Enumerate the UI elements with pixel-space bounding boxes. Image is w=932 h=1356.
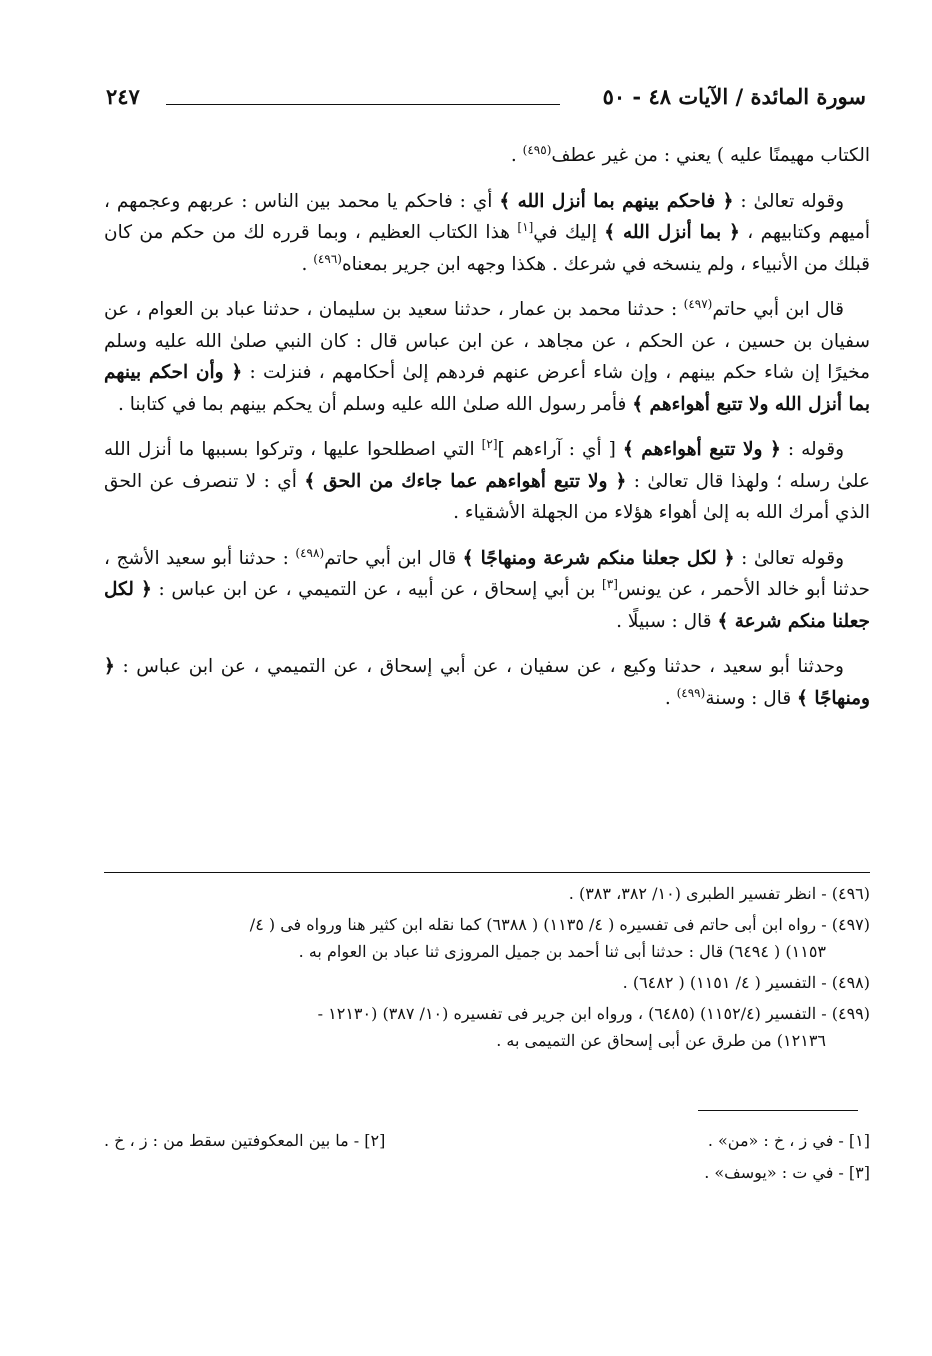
text-run: وقوله : bbox=[780, 439, 845, 460]
footnote-text: (٤٩٨) - التفسير ( ٤/ ١١٥١) ( ٦٤٨٢) . bbox=[622, 973, 870, 992]
quran-quote: ﴿ فاحكم بينهم بما أنزل الله ﴾ bbox=[499, 190, 734, 212]
footnote-continuation: ١١٥٣) ( ٦٤٩٤) قال : حدثنا أبى ثنا أحمد بن جميل المروزى ثنا عباد بن العوام به . bbox=[298, 942, 826, 961]
footnote-497 bbox=[104, 911, 870, 965]
page-header bbox=[106, 84, 866, 118]
paragraph bbox=[104, 434, 870, 529]
footnote-continuation: ١٢١٣٦) من طرق عن أبى إسحاق عن التميمى به . bbox=[496, 1031, 826, 1050]
text-run: : حدثنا أبو سعيد الأشج ، حدثنا أبو خالد الأحمر ، عن يونس bbox=[104, 547, 870, 600]
text-run: أي : لا تنصرف عن الحق الذي أمرك الله به إلىٰ أهواء هؤلاء من الجهلة الأشقياء . bbox=[104, 470, 870, 523]
paragraph bbox=[104, 140, 870, 172]
header-rule bbox=[166, 104, 560, 105]
footnote-499 bbox=[104, 1000, 870, 1054]
reference-marker: [٢] bbox=[481, 436, 498, 451]
reference-marker: [٣] bbox=[602, 576, 618, 591]
text-run: التي اصطلحوا عليها ، وتركوا بسببها ما أنزل الله علىٰ رسله ؛ ولهذا قال تعالىٰ : bbox=[104, 439, 870, 492]
text-run: [ أي : آراءهم ] bbox=[497, 439, 623, 460]
text-run: قال ابن أبي حاتم bbox=[324, 547, 463, 569]
quran-quote: ﴿ وأن احكم بينهم بما أنزل الله ولا تتبع أهواءهم ﴾ bbox=[104, 362, 870, 415]
text-run: وقوله تعالىٰ : bbox=[733, 190, 844, 212]
editor-note-2: [٢] - ما بين المعكوفتين سقط من : ز ، خ . bbox=[104, 1131, 386, 1150]
quran-quote: ﴿ ولا تتبع أهواءهم عما جاءك من الحق ﴾ bbox=[304, 470, 627, 492]
editor-notes bbox=[104, 1125, 870, 1189]
text-run: . bbox=[301, 253, 314, 275]
main-text bbox=[104, 140, 870, 728]
paragraph bbox=[104, 543, 870, 638]
text-run: قال ابن أبي حاتم bbox=[712, 299, 845, 320]
text-run: قال : سبيلًا . bbox=[616, 610, 718, 632]
footnotes bbox=[104, 880, 870, 1058]
reference-marker: (٤٩٥) bbox=[522, 142, 552, 157]
editor-note-1: [١] - في ز ، خ : «من» . bbox=[707, 1131, 870, 1150]
text-run: قال : وسنة bbox=[705, 687, 798, 709]
footnote-text: (٤٩٧) - رواه ابن أبى حاتم فى تفسيره ( ٤/ ١١٣٥) ( ٦٣٨٨) كما نقله ابن كثير هنا ورواه فى ( ٤/ bbox=[249, 915, 870, 934]
reference-marker: (٤٩٦) bbox=[313, 251, 342, 266]
quran-quote: ﴿ ولا تتبع أهواءهم ﴾ bbox=[622, 439, 781, 460]
editor-note-3: [٣] - في ت : «يوسف» . bbox=[704, 1163, 870, 1182]
text-run: . bbox=[664, 687, 677, 709]
footnote-text: (٤٩٩) - التفسير (١١٥٢/٤) (٦٤٨٥) ، ورواه ابن جرير فى تفسيره (١٠/ ٣٨٧) (١٢١٣٠ - bbox=[317, 1004, 870, 1023]
footnote-text: (٤٩٦) - انظر تفسير الطبرى (١٠/ ٣٨٢، ٣٨٣) . bbox=[568, 884, 870, 903]
reference-marker: (٤٩٩) bbox=[676, 685, 706, 700]
text-run: هذا الكتاب العظيم ، وبما قرره لك من حكم من كان قبلك من الأنبياء ، ولم ينسخه في شرعك . هكذا وجهه ابن جرير بمعناه bbox=[104, 222, 870, 275]
quran-quote: ﴿ لكل جعلنا منكم شرعة ومنهاجًا ﴾ bbox=[462, 547, 735, 569]
footnote-separator bbox=[104, 872, 870, 873]
quran-quote: ﴿ ومنهاجًا ﴾ bbox=[104, 656, 870, 709]
footnote-496 bbox=[104, 880, 870, 907]
surah-title: سورة المائدة / الآيات ٤٨ - ٥٠ bbox=[602, 84, 866, 109]
paragraph bbox=[104, 651, 870, 714]
text-run: بن أبي إسحاق ، عن أبيه ، عن التميمي ، عن ابن عباس : bbox=[151, 579, 603, 600]
notes-separator bbox=[698, 1110, 858, 1111]
text-run: وقوله تعالىٰ : bbox=[734, 547, 845, 569]
text-run: إليك في bbox=[533, 222, 605, 243]
page-number: ٢٤٧ bbox=[106, 84, 140, 109]
text-run: أي : فاحكم يا محمد بين الناس : عربهم وعجمهم ، أميهم وكتابيهم ، bbox=[104, 190, 870, 243]
quran-quote: ﴿ لكل جعلنا منكم شرعة ﴾ bbox=[104, 579, 870, 632]
text-run: . bbox=[510, 145, 523, 166]
reference-marker: (٤٩٨) bbox=[295, 545, 325, 560]
text-run: فأمر رسول الله صلىٰ الله عليه وسلم أن يحكم بينهم بما في كتابنا . bbox=[117, 393, 633, 415]
text-run: وحدثنا أبو سعيد ، حدثنا وكيع ، عن سفيان ، عن أبي إسحاق ، عن التميمي ، عن ابن عباس : bbox=[114, 656, 844, 677]
text-run: : حدثنا محمد بن عمار ، حدثنا سعيد بن سليمان ، حدثنا عباد بن العوام ، عن سفيان بن حسين ، عن الحكم ، عن مجاهد ، عن ابن عباس قال : كان النبي صلىٰ الله عليه وسلم مخيرًا إن شاء حكم بينهم ، وإن شاء أعرض عنهم فردهم إلىٰ أحكامهم ، فنزلت : bbox=[104, 299, 870, 383]
paragraph bbox=[104, 294, 870, 420]
footnote-498 bbox=[104, 969, 870, 996]
paragraph bbox=[104, 186, 870, 281]
text-run: الكتاب مهيمنًا عليه ) يعني : من غير عطف bbox=[551, 145, 870, 166]
reference-marker: (٤٩٧) bbox=[683, 296, 713, 311]
quran-quote: ﴿ بما أنزل الله ﴾ bbox=[604, 222, 740, 243]
reference-marker: [١] bbox=[517, 219, 534, 234]
